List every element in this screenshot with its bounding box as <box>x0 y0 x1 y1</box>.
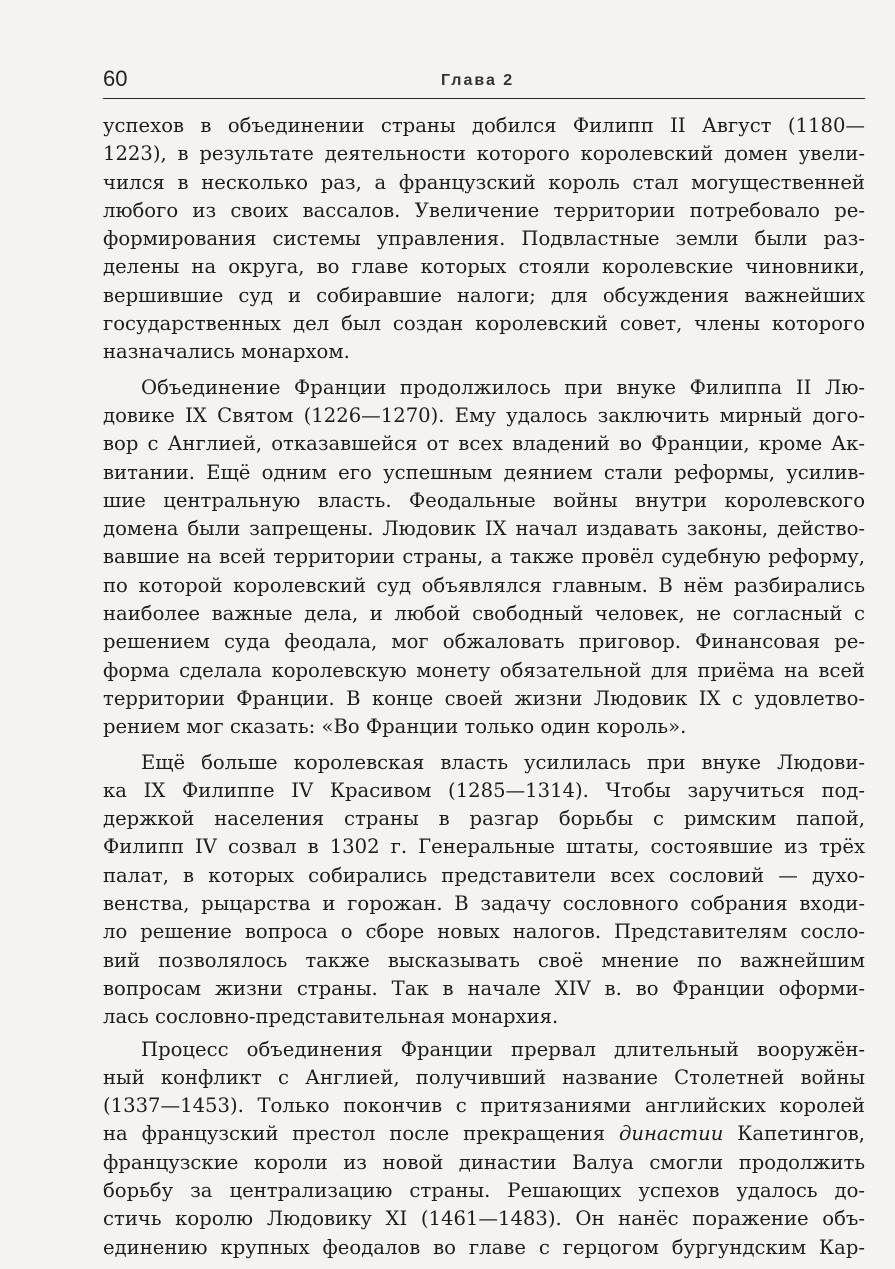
text-line: государственных дел был создан королевский совет, члены которого <box>103 312 865 336</box>
chapter-title: Глава 2 <box>441 72 515 89</box>
emphasized-term: династии <box>618 1122 724 1146</box>
text-line: вий позволялось также высказывать своё мнение по важнейшим <box>103 948 865 972</box>
text-line: вершившие суд и собиравшие налоги; для обсуждения важнейших <box>103 283 865 307</box>
text-line: территории Франции. В конце своей жизни Людовик IX с удовлетво- <box>103 686 865 710</box>
text-line: шие центральную власть. Феодальные войны внутри королевского <box>103 488 865 512</box>
text-line: палат, в которых собирались представители всех сословий — духо- <box>103 863 865 887</box>
text-line: форма сделала королевскую монету обязательной для приёма на всей <box>103 658 865 682</box>
paragraph-3 <box>103 749 865 1032</box>
text-line: французские короли из новой династии Валуа смогли продолжить <box>103 1150 865 1174</box>
text-line: венства, рыцарства и горожан. В задачу сословного собрания входи- <box>103 892 865 916</box>
text-line: борьбу за централизацию страны. Решающих успехов удалось до- <box>103 1178 865 1202</box>
text-line-mixed <box>103 1120 865 1148</box>
paragraph-1 <box>103 112 865 367</box>
text-line: держкой населения страны в разгар борьбы с римским папой, <box>103 807 865 831</box>
text-line: домена были запрещены. Людовик IX начал издавать законы, действо- <box>103 517 865 541</box>
page-number: 60 <box>103 66 128 91</box>
text-line: Ещё больше королевская власть усилилась при внуке Людови- <box>141 750 865 774</box>
text-line: чился в несколько раз, а французский король стал могущественней <box>103 170 865 194</box>
body-text <box>103 112 865 1269</box>
text-line: Объединение Франции продолжилось при внуке Филиппа II Лю- <box>141 375 865 399</box>
paragraph-4 <box>103 1036 865 1262</box>
text-line: 1223), в результате деятельности которого королевский домен увели- <box>103 142 865 166</box>
text-line: рением мог сказать: «Во Франции только один король». <box>103 715 687 739</box>
text-line: ка IX Филиппе IV Красивом (1285—1314). Чтобы заручиться под- <box>103 778 865 802</box>
text-line: делены на округа, во главе которых стояли королевские чиновники, <box>103 255 865 279</box>
text-line: любого из своих вассалов. Увеличение территории потребовало ре- <box>103 198 865 222</box>
text-line: довике IX Святом (1226—1270). Ему удалось заключить мирный дого- <box>103 403 865 427</box>
paragraph-2 <box>103 374 865 742</box>
text-line: лась сословно-представительная монархия. <box>103 1005 559 1029</box>
text-line: единению крупных феодалов во главе с герцогом бургундским Кар- <box>103 1235 865 1259</box>
text-segment: Капетингов, <box>737 1122 866 1146</box>
text-line: ло решение вопроса о сборе новых налогов. Представителям сосло- <box>103 920 865 944</box>
text-line: Филипп IV созвал в 1302 г. Генеральные штаты, состоявшие из трёх <box>103 835 865 859</box>
text-line: успехов в объединении страны добился Филипп II Август (1180— <box>103 114 865 137</box>
text-segment: на французский престол после прекращения <box>103 1122 606 1146</box>
text-line: по которой королевский суд объявлялся главным. В нём разбирались <box>103 573 865 597</box>
text-line: вор с Англией, отказавшейся от всех владений во Франции, кроме Ак- <box>103 432 865 456</box>
text-line: стичь королю Людовику XI (1461—1483). Он нанёс поражение объ- <box>103 1207 865 1231</box>
text-line: витании. Ещё одним его успешным деянием стали реформы, усилив- <box>103 460 865 484</box>
text-line: вопросам жизни страны. Так в начале XIV в. во Франции оформи- <box>103 976 865 1000</box>
running-header <box>103 66 865 99</box>
text-line: назначались монархом. <box>103 340 350 364</box>
text-line: вавшие на всей территории страны, а также провёл судебную реформу, <box>103 545 865 569</box>
text-line: формирования системы управления. Подвластные земли были раз- <box>103 227 865 251</box>
text-line: ный конфликт с Англией, получивший название Столетней войны <box>103 1065 865 1089</box>
text-line: (1337—1453). Только покончив с притязаниями английских королей <box>103 1094 865 1118</box>
text-line: Процесс объединения Франции прервал длительный вооружён- <box>141 1037 865 1061</box>
text-line: наиболее важные дела, и любой свободный человек, не согласный с <box>103 602 865 626</box>
text-line: решением суда феодала, мог обжаловать приговор. Финансовая ре- <box>103 630 865 654</box>
